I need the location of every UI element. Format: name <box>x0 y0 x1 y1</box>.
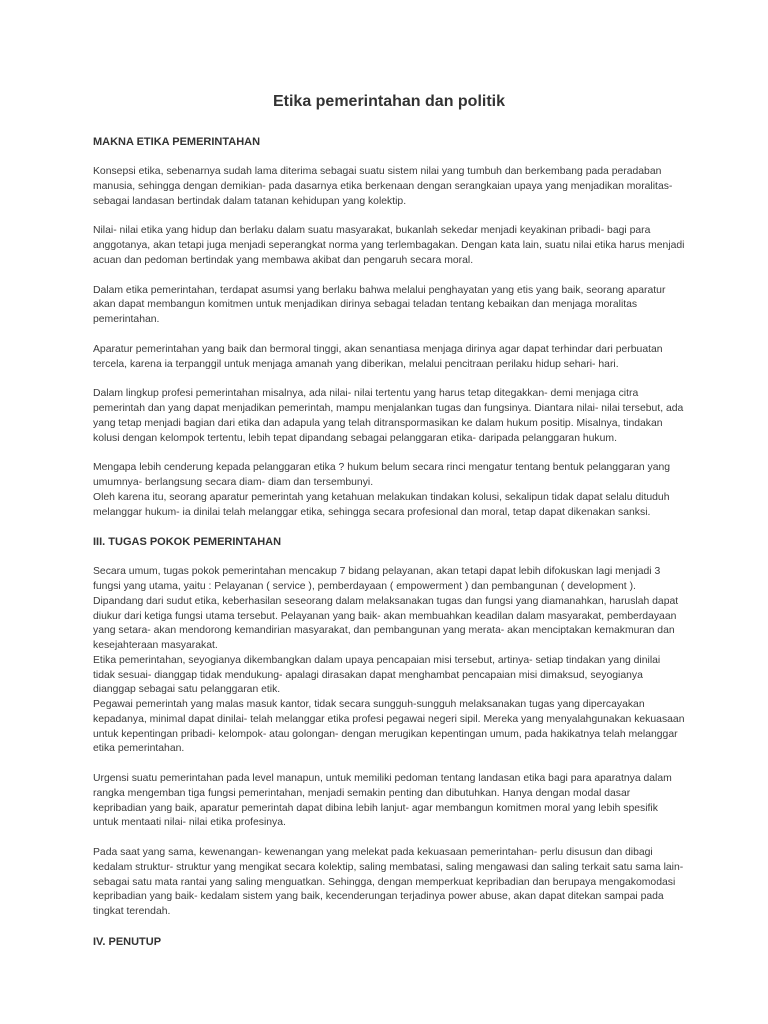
document-title: Etika pemerintahan dan politik <box>272 93 506 110</box>
paragraph: Dalam lingkup profesi pemerintahan misalnya, ada nilai- nilai tertentu yang harus tetap ditegakkan- demi menjaga citra pemerintah dan yang dapat menjadikan pemerintah, mampu menjalankan tugas dan fungsinya. Diantara nilai- nilai tersebut, ada yang tetap menjadi bagian dari etika dan adapula yang telah ditranspormasikan ke dalam hukum positip. Misalnya, tindakan kolusi dengan kelompok tertentu, lebih tepat dipandang sebagai pelanggaran etika- daripada pelanggaran hukum. <box>93 388 684 444</box>
section-heading-makna: MAKNA ETIKA PEMERINTAHAN <box>93 136 261 148</box>
paragraph: Secara umum, tugas pokok pemerintahan mencakup 7 bidang pelayanan, akan tetapi dapat lebih difokuskan lagi menjadi 3 fungsi yang utama, yaitu : Pelayanan ( service ), pemberdayaan ( empowerment ) dan pembangunan ( development ). Dipandang dari sudut etika, keberhasilan seseorang dalam melaksanakan tugas dan fungsi yang diamanahkan, haruslah dapat diukur dari ketiga fungsi utama tersebut. Pelayanan yang baik- akan membuahkan keadilan dalam masyarakat, pemberdayaan yang setara- akan mendorong kemandirian masyarakat, dan pembangunan yang merata- akan menciptakan kemakmuran dan kesejahteraan masyarakat. <box>93 566 679 651</box>
section-heading-tugas-pokok: III. TUGAS POKOK PEMERINTAHAN <box>93 536 282 549</box>
paragraph: Aparatur pemerintahan yang baik dan bermoral tinggi, akan senantiasa menjaga dirinya agar dapat terhindar dari perbuatan tercela, karena ia terpanggil untuk menjaga amanah yang diberikan, melalui pencitraan perilaku hidup sehari- hari. <box>93 343 663 370</box>
paragraph: Pada saat yang sama, kewenangan- kewenangan yang melekat pada kekuasaan pemerintahan- perlu disusun dan dibagi kedalam struktur- struktur yang mengikat secara kolektip, saling membatasi, saling mengawasi dan saling terkait satu sama lain- sebagai satu mata rantai yang saling menguatkan. Sehingga, dengan memperkuat kepribadian dan berupaya mengakomodasi kepribadian yang baik- kedalam sistem yang baik, kecenderungan terjadinya power abuse, akan dapat ditekan sampai pada tingkat terendah. <box>93 847 684 917</box>
paragraph: Oleh karena itu, seorang aparatur pemerintah yang ketahuan melakukan tindakan kolusi, sekalipun tidak dapat selalu dituduh melanggar hukum- ia dinilai telah melanggar etika, sehingga secara profesional dan moral, tetap dapat dikenakan sanksi. <box>93 491 670 518</box>
paragraph: Dalam etika pemerintahan, terdapat asumsi yang berlaku bahwa melalui penghayatan yang etis yang baik, seorang aparatur akan dapat membangun komitmen untuk menjadikan dirinya sebagai teladan tentang kebaikan dan menjaga moralitas pemerintahan. <box>93 284 666 325</box>
paragraph: Nilai- nilai etika yang hidup dan berlaku dalam suatu masyarakat, bukanlah sekedar menjadi keyakinan pribadi- bagi para anggotanya, akan tetapi juga menjadi seperangkat norma yang terlembagakan. Dengan kata lain, suatu nilai etika harus menjadi acuan dan pedoman bertindak yang membawa akibat dan pengaruh secara moral. <box>93 225 685 266</box>
paragraph: Urgensi suatu pemerintahan pada level manapun, untuk memiliki pedoman tentang landasan etika bagi para aparatnya dalam rangka mengemban tiga fungsi pemerintahan, menjadi semakin penting dan dibutuhkan. Hanya dengan modal dasar kepribadian yang baik, aparatur pemerintah dapat dibina lebih lanjut- agar membangun komitmen moral yang lebih spesifik untuk mentaati nilai- nilai etika profesinya. <box>93 773 672 829</box>
paragraph: Etika pemerintahan, seyogianya dikembangkan dalam upaya pencapaian misi tersebut, artinya- setiap tindakan yang dinilai tidak sesuai- dianggap tidak mendukung- apalagi dirasakan dapat menghambat pencapaian misi dimaksud, seyogianya dianggap sebagai satu pelanggaran etik. <box>93 654 661 696</box>
section-heading-penutup: IV. PENUTUP <box>93 935 162 948</box>
document-page <box>93 88 685 965</box>
paragraph: Mengapa lebih cenderung kepada pelanggaran etika ? hukum belum secara rinci mengatur tentang bentuk pelanggaran yang umumnya- berlangsung secara diam- diam dan tersembunyi. <box>93 462 671 488</box>
paragraph: Pegawai pemerintah yang malas masuk kantor, tidak secara sungguh-sungguh melaksanakan tugas yang dipercayakan kepadanya, minimal dapat dinilai- telah melanggar etika profesi pegawai negeri sipil. Mereka yang menyalahgunakan kekuasaan untuk kepentingan pribadi- kelompok- atau golongan- dengan merugikan kepentingan umum, pada hakikatnya telah melanggar etika pemerintahan. <box>93 699 685 755</box>
paragraph: Konsepsi etika, sebenarnya sudah lama diterima sebagai suatu sistem nilai yang tumbuh dan berkembang pada peradaban manusia, sehingga dengan demikian- pada dasarnya etika berkenaan dengan serangkaian upaya yang menjadikan moralitas- sebagai landasan bertindak dalam tatanan kehidupan yang kolektip. <box>93 166 673 207</box>
